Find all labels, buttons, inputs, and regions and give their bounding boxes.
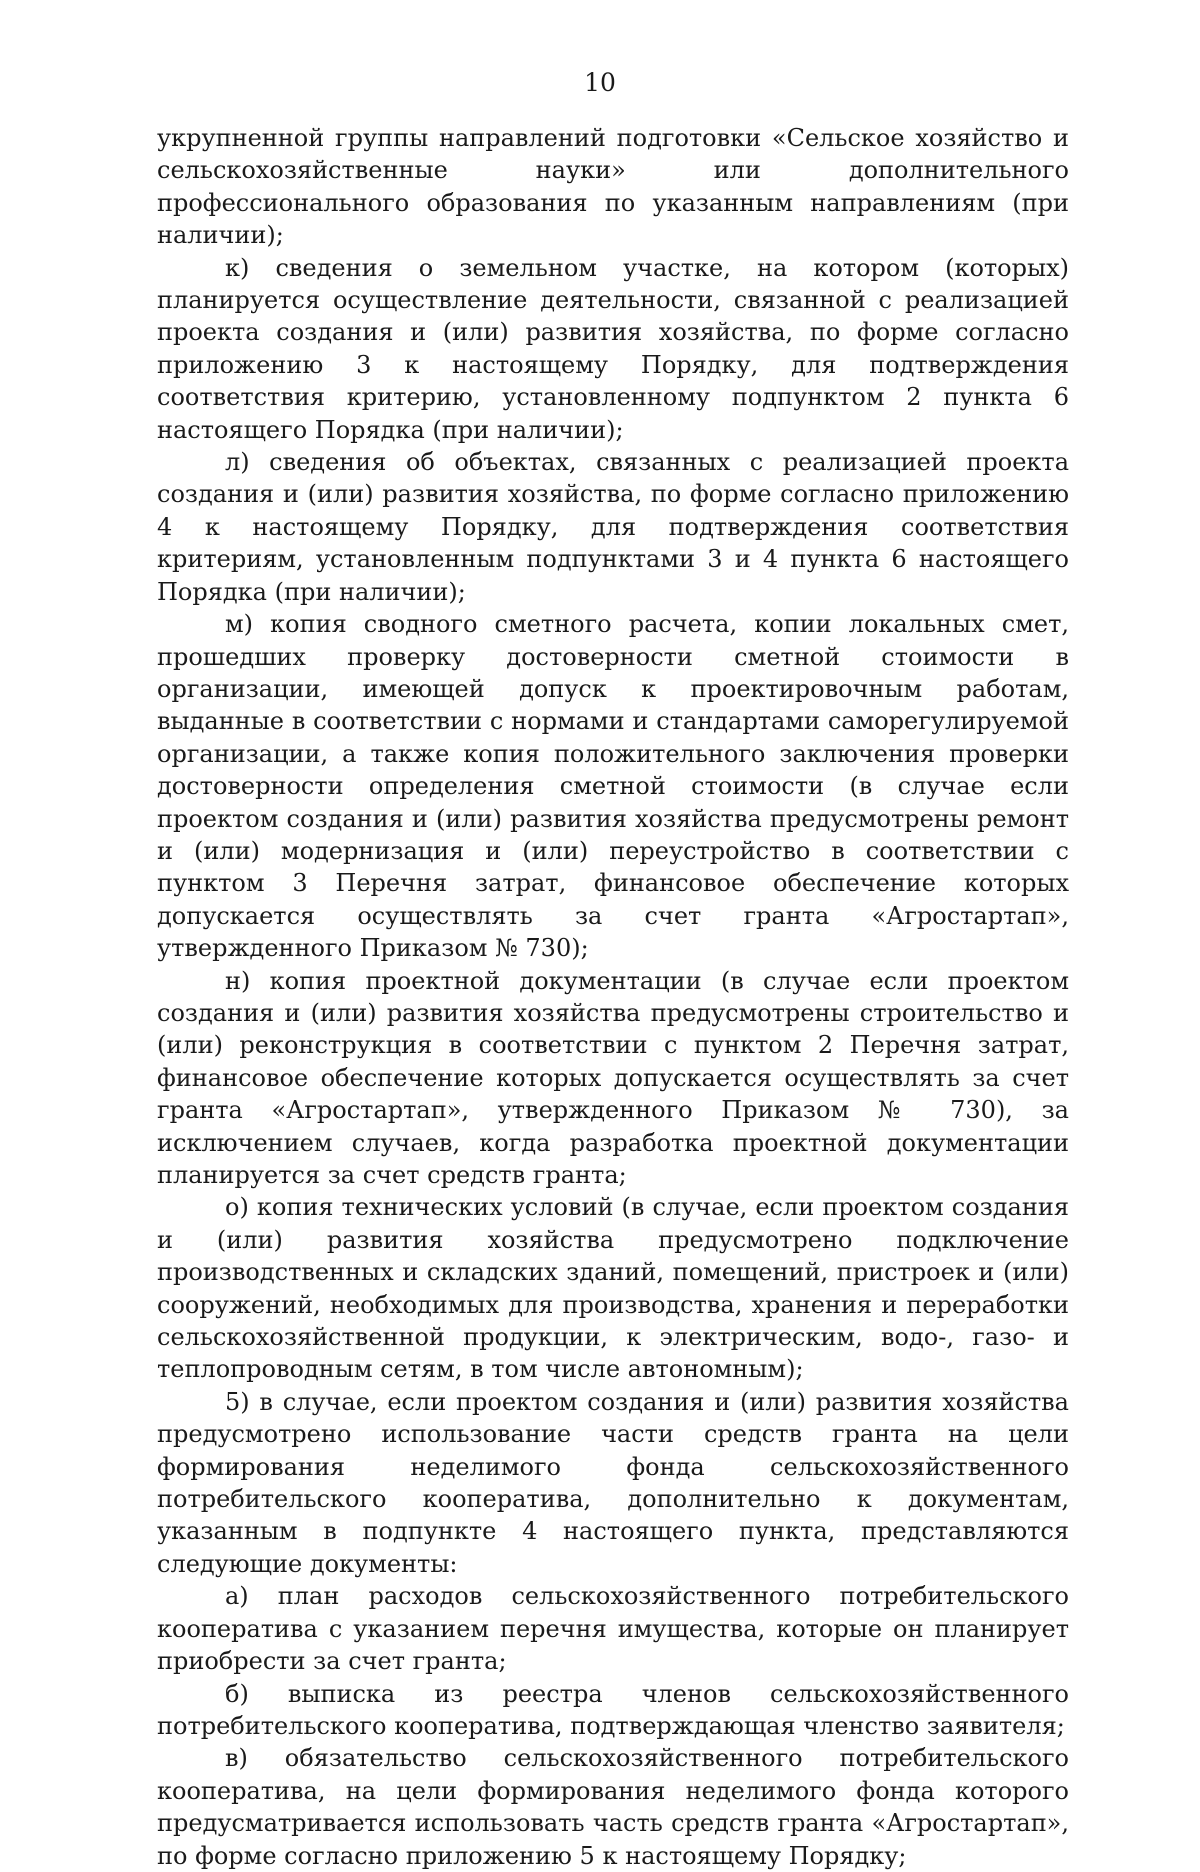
document-body [157,122,1069,1872]
paragraph-l-objects-info: л) сведения об объектах, связанных с реализацией проекта создания и (или) развития хозяйства, по форме согласно приложению 4 к настоящему Порядку, для подтверждения соответствия критериям, установленным подпунктами 3 и 4 пункта 6 настоящего Порядка (при наличии); [157,448,1069,606]
paragraph-m-estimate-copy: м) копия сводного сметного расчета, копии локальных смет, прошедших проверку достоверности сметной стоимости в организации, имеющей допуск к проектировочным работам, выданные в соответствии с нормами и стандартами саморегулируемой организации, а также копия положительного заключения проверки достоверности определения сметной стоимости (в случае если проектом создания и (или) развития хозяйства предусмотрены ремонт и (или) модернизация и (или) переустройство в соответствии с пунктом 3 Перечня затрат, финансовое обеспечение которых допускается осуществлять за счет гранта «Агростартап», утвержденного Приказом № 730); [157,610,1069,963]
paragraph-k-land-plot-info: к) сведения о земельном участке, на котором (которых) планируется осуществление деятельности, связанной с реализацией проекта создания и (или) развития хозяйства, по форме согласно приложению 3 к настоящему Порядку, для подтверждения соответствия критерию, установленному подпунктом 2 пункта 6 настоящего Порядка (при наличии); [157,253,1069,444]
paragraph-5-cooperative-fund: 5) в случае, если проектом создания и (или) развития хозяйства предусмотрено использование части средств гранта на цели формирования неделимого фонда сельскохозяйственного потребительского кооператива, дополнительно к документам, указанным в подпункте 4 настоящего пункта, представляются следующие документы: [157,1387,1069,1578]
paragraph-n-project-docs: н) копия проектной документации (в случае если проектом создания и (или) развития хозяйства предусмотрены строительство и (или) реконструкция в соответствии с пунктом 2 Перечня затрат, финансовое обеспечение которых допускается осуществлять за счет гранта «Агростартап», утвержденного Приказом № 730), за исключением случаев, когда разработка проектной документации планируется за счет средств гранта; [157,966,1069,1189]
page-number: 10 [584,68,616,97]
paragraph-o-technical-conditions: о) копия технических условий (в случае, если проектом создания и (или) развития хозяйства предусмотрено подключение производственных и складских зданий, помещений, пристроек и (или) сооружений, необходимых для производства, хранения и переработки сельскохозяйственной продукции, к электрическим, водо-, газо- и теплопроводным сетям, в том числе автономным); [157,1193,1069,1384]
paragraph-continuation: укрупненной группы направлений подготовки «Сельское хозяйство и сельскохозяйственные науки» или дополнительного профессионального образования по указанным направлениям (при наличии); [157,124,1069,250]
paragraph-v-cooperative-obligation: в) обязательство сельскохозяйственного потребительского кооператива, на цели формирования неделимого фонда которого предусматривается использовать часть средств гранта «Агростартап», по форме согласно приложению 5 к настоящему Порядку; [157,1744,1069,1870]
paragraph-a-expense-plan: а) план расходов сельскохозяйственного потребительского кооператива с указанием перечня имущества, которые он планирует приобрести за счет гранта; [157,1582,1069,1676]
paragraph-b-registry-extract: б) выписка из реестра членов сельскохозяйственного потребительского кооператива, подтверждающая членство заявителя; [157,1679,1069,1740]
